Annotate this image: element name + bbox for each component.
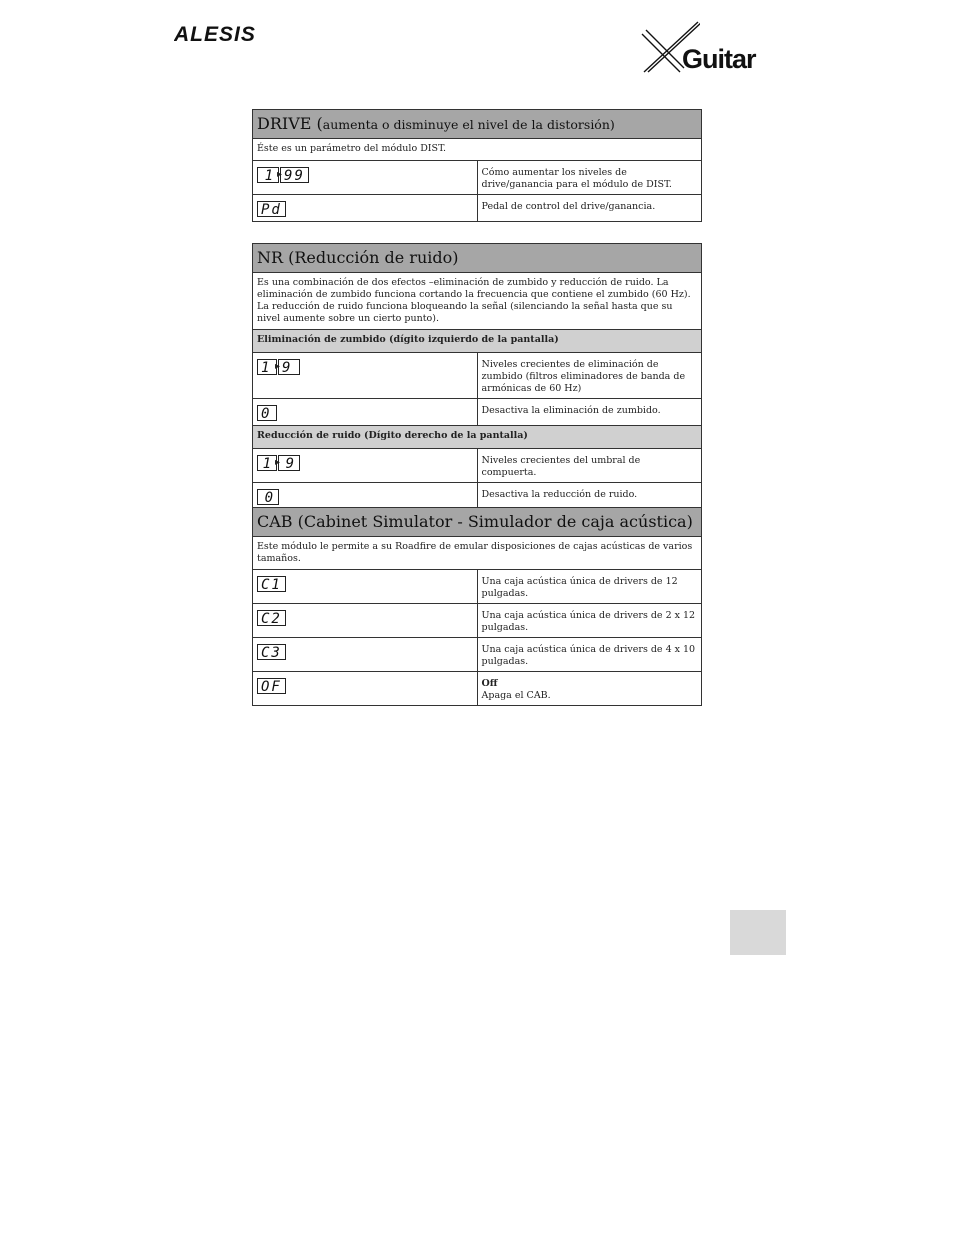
nr-subheader-hum: Eliminación de zumbido (dígito izquierdo de la pantalla) [253, 330, 702, 353]
cab-off-text: Apaga el CAB. [481, 690, 551, 701]
cab-table [252, 507, 702, 706]
nr-intro: Es una combinación de dos efectos –eliminación de zumbido y reducción de ruido. La eliminación de zumbido funciona cortando la frecuencia que contiene el zumbido (60 Hz). La reducción de ruido funciona bloqueando la señal (silenciando la señal hasta que su nivel aumente sobre un cierto punto). [253, 273, 702, 330]
nr-table [252, 243, 702, 510]
drive-intro: Éste es un parámetro del módulo DIST. [253, 139, 702, 161]
xguitar-logo-text: Guitar [682, 44, 756, 74]
nr-row-desc: Desactiva la reducción de ruido. [477, 483, 702, 510]
lcd-range-1-99: 1 ▸ 99 [253, 161, 478, 195]
cab-row-desc: Una caja acústica única de drivers de 4 x 10 pulgadas. [477, 638, 702, 672]
xguitar-logo [640, 20, 770, 76]
nr-subheader-noise: Reducción de ruido (Dígito derecho de la pantalla) [253, 426, 702, 449]
alesis-logo-text: ALESIS [174, 23, 256, 44]
nr-title: NR (Reducción de ruido) [253, 244, 702, 273]
page-tab-marker [730, 910, 786, 955]
cab-intro: Este módulo le permite a su Roadfire de emular disposiciones de cajas acústicas de varios tamaños. [253, 537, 702, 570]
cab-row-desc: Una caja acústica única de drivers de 2 x 12 pulgadas. [477, 604, 702, 638]
drive-row-desc: Pedal de control del drive/ganancia. [477, 195, 702, 222]
cab-row-desc [477, 672, 702, 706]
lcd-c1: C1 [253, 570, 478, 604]
nr-row-desc: Niveles crecientes del umbral de compuerta. [477, 449, 702, 483]
lcd-pd: Pd [253, 195, 478, 222]
drive-title: DRIVE (aumenta o disminuye el nivel de la distorsión) [253, 110, 702, 139]
lcd-range-1-9: 1 ▸ 9 [253, 353, 478, 399]
lcd-0: 0 [253, 483, 478, 510]
cab-title: CAB (Cabinet Simulator - Simulador de caja acústica) [253, 508, 702, 537]
lcd-range-1-9: 1 ▸ 9 [253, 449, 478, 483]
drive-row-desc: Cómo aumentar los niveles de drive/ganancia para el módulo de DIST. [477, 161, 702, 195]
nr-row-desc: Desactiva la eliminación de zumbido. [477, 399, 702, 426]
drive-table [252, 109, 702, 222]
cab-off-label: Off [481, 678, 498, 689]
alesis-logo [174, 22, 282, 44]
lcd-c2: C2 [253, 604, 478, 638]
lcd-c3: C3 [253, 638, 478, 672]
lcd-of: OF [253, 672, 478, 706]
lcd-0: 0 [253, 399, 478, 426]
nr-row-desc: Niveles crecientes de eliminación de zumbido (filtros eliminadores de banda de armónicas de 60 Hz) [477, 353, 702, 399]
cab-row-desc: Una caja acústica única de drivers de 12 pulgadas. [477, 570, 702, 604]
